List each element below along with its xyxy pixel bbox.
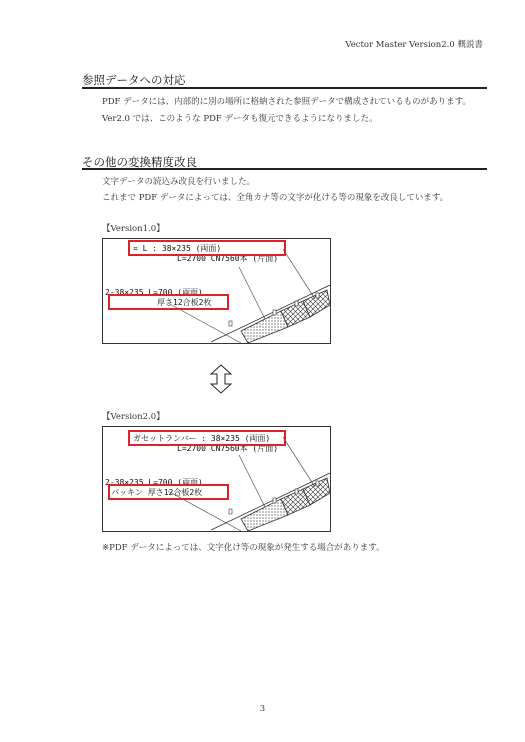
highlight-box (128, 240, 286, 256)
highlight-box (108, 294, 229, 310)
dimension-text: = L : 38×235 (両面) (133, 244, 222, 253)
paragraph: Ver2.0 では、このような PDF データも復元できるようになりました。 (102, 114, 378, 124)
paragraph: これまで PDF データによっては、全角カナ等の文字が化ける等の現象を改良しています。 (102, 193, 449, 203)
dimension-text: パッキン 厚さ12合板2枚 (111, 488, 203, 497)
dimension-text: ガセットランバー : 38×235 (両面) (133, 434, 271, 443)
dimension-text: 2-38×235 L=700 (両面) (105, 478, 203, 487)
document-header: Vector Master Version2.0 概説書 (345, 40, 483, 50)
highlight-box (108, 484, 229, 500)
up-down-arrow-icon (210, 364, 232, 394)
figure-version2 (102, 426, 331, 532)
section-heading-rule (82, 168, 487, 170)
paragraph: PDF データには、内部的に別の場所に格納された参照データで構成されているものがあります。 (102, 97, 471, 107)
footnote: ※PDF データによっては、文字化け等の現象が発生する場合があります。 (102, 543, 385, 553)
figure-caption-v2: 【Version2.0】 (102, 412, 165, 422)
figure-version1 (102, 238, 331, 344)
section-heading-reference-data: 参照データへの対応 (82, 73, 186, 87)
dimension-text: 2-38×235 L=700 (両面) (105, 288, 203, 297)
section-heading-rule (82, 87, 487, 89)
figure-caption-v1: 【Version1.0】 (102, 224, 165, 234)
dimension-text: L=2700 CN7560本 (片面) (177, 444, 279, 453)
dimension-text: 厚さ12合板2枚 (157, 298, 212, 307)
page-number: 3 (259, 704, 266, 714)
dimension-text: L=2700 CN7560本 (片面) (177, 254, 279, 263)
section-heading-conversion-accuracy: その他の変換精度改良 (82, 155, 197, 169)
highlight-box (128, 430, 286, 446)
paragraph: 文字データの読込み改良を行いました。 (102, 177, 256, 187)
